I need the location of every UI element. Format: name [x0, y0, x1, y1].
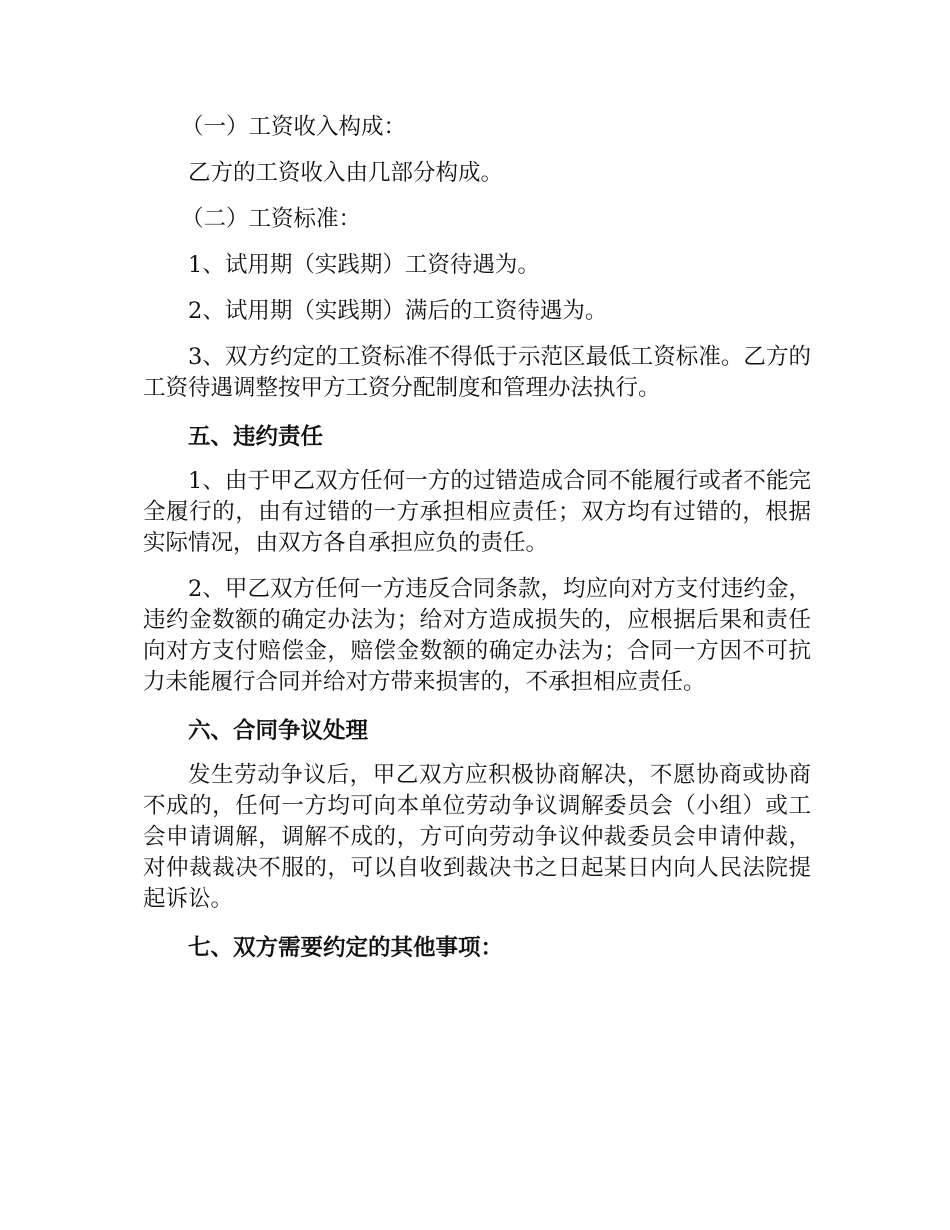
wage-composition-heading: （一）工资收入构成： — [181, 114, 407, 140]
section-7-heading: 七、双方需要约定的其他事项： — [188, 935, 504, 961]
wage-standard-heading: （二）工资标准： — [181, 206, 362, 232]
dispute-text: 发生劳动争议后，甲乙双方应积极协商解决，不愿协商或协商不成的，任何一方均可向本单位劳动争议调解委员会（小组）或工会申请调解，调解不成的，方可向劳动争议仲裁委员会申请仲裁，对仲裁裁决不服的，可以自收到裁决书之日起某日内向人民法院提起诉讼。 — [143, 762, 811, 912]
wage-item-2: 2、试用期（实践期）满后的工资待遇为。 — [188, 298, 608, 324]
wage-composition-text: 乙方的工资收入由几部分构成。 — [188, 160, 504, 186]
breach-item-2: 2、甲乙双方任何一方违反合同条款，均应向对方支付违约金，违约金数额的确定办法为；给对方造成损失的，应根据后果和责任向对方支付赔偿金，赔偿金数额的确定办法为；合同一方因不可抗力未能履行合同并给对方带来损害的，不承担相应责任。 — [143, 576, 811, 695]
wage-item-1: 1、试用期（实践期）工资待遇为。 — [188, 252, 540, 278]
document-page — [143, 112, 811, 964]
wage-item-3: 3、双方约定的工资标准不得低于示范区最低工资标准。乙方的工资待遇调整按甲方工资分配制度和管理办法执行。 — [143, 344, 811, 401]
section-6-heading: 六、合同争议处理 — [188, 718, 369, 744]
breach-item-1: 1、由于甲乙双方任何一方的过错造成合同不能履行或者不能完全履行的，由有过错的一方承担相应责任；双方均有过错的，根据实际情况，由双方各自承担应负的责任。 — [143, 468, 811, 556]
section-5-heading: 五、违约责任 — [188, 424, 324, 450]
